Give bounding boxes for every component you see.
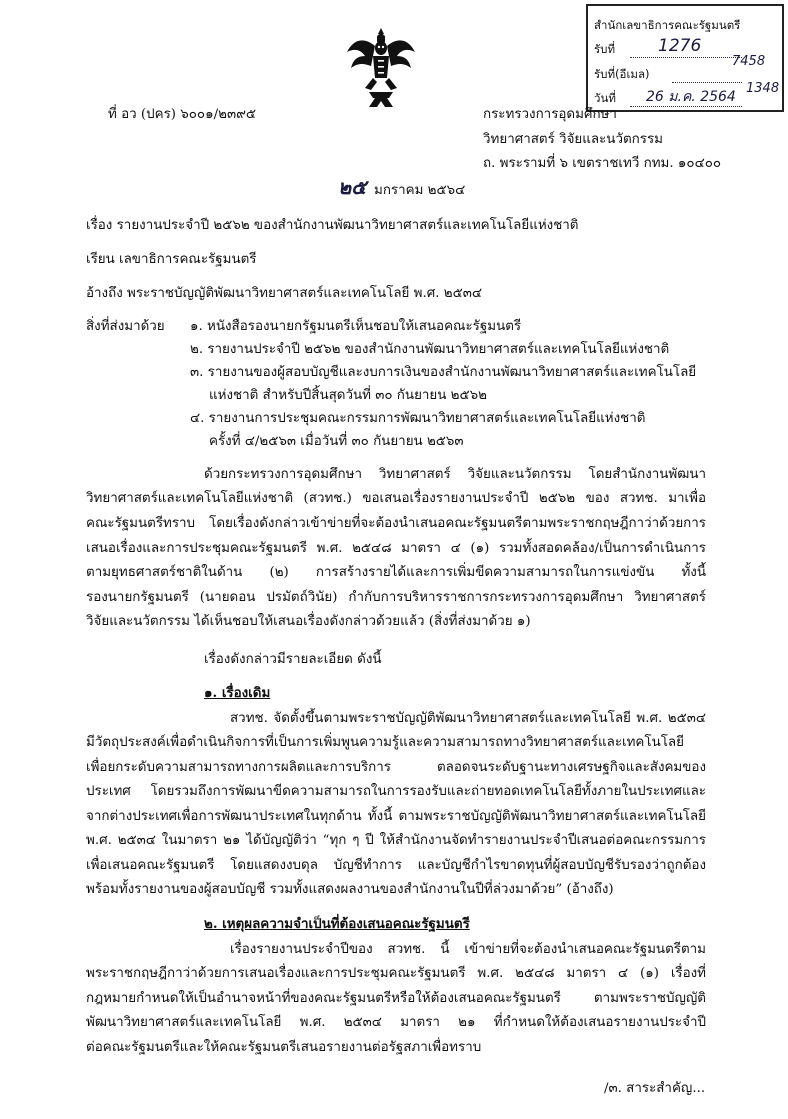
intro-paragraph-line: คณะรัฐมนตรีทราบ โดยเรื่องดังกล่าวเข้าข่ายที่จะต้องนำเสนอคณะรัฐมนตรีตามพระราชกฤษฎีกาว่าด้วยการ xyxy=(86,516,706,531)
details-intro: เรื่องดังกล่าวมีรายละเอียด ดังนี้ xyxy=(204,652,382,667)
enclosure-item: ๓. รายงานของผู้สอบบัญชีและงบการเงินของสำนักงานพัฒนาวิทยาศาสตร์และเทคโนโลยี xyxy=(190,365,697,380)
intro-paragraph-line: เสนอเรื่องและการประชุมคณะรัฐมนตรี พ.ศ. ๒๕๔๘ มาตรา ๔ (๑) รวมทั้งสอดคล้อง/เป็นการดำเนินการ xyxy=(86,541,706,556)
stamp-office-label: สำนักเลขาธิการคณะรัฐมนตรี xyxy=(594,18,741,32)
enclosure-label: สิ่งที่ส่งมาด้วย xyxy=(86,319,165,334)
stamp-email-label: รับที่(อีเมล) xyxy=(594,67,650,81)
section-1-line: พ.ศ. ๒๕๓๔ ในมาตรา ๒๑ ได้บัญญัติว่า “ทุก ๆ ปี ให้สำนักงานจัดทำรายงานประจำปีเสนอต่อคณะกรรมการ xyxy=(86,833,706,848)
enclosure-item: ๔. รายงานการประชุมคณะกรรมการพัฒนาวิทยาศาสตร์และเทคโนโลยีแห่งชาติ xyxy=(190,411,646,426)
ministry-line-1: กระทรวงการอุดมศึกษา xyxy=(483,107,617,122)
recipient-line: เรียน เลขาธิการคณะรัฐมนตรี xyxy=(86,252,257,267)
section-2-line: กฎหมายกำหนดให้เป็นอำนาจหน้าที่ของคณะรัฐมนตรีหรือให้ต้องเสนอคณะรัฐมนตรี ตามพระราชบัญญัติ xyxy=(86,991,706,1006)
enclosure-item: ๒. รายงานประจำปี ๒๕๖๒ ของสำนักงานพัฒนาวิทยาศาสตร์และเทคโนโลยีแห่งชาติ xyxy=(190,342,670,357)
section-1-line: ประเทศ โดยรวมถึงการพัฒนาขีดความสามารถในการรองรับและถ่ายทอดเทคโนโลยีทั้งภายในประเทศและ xyxy=(86,784,706,799)
stamp-date-label: วันที่ xyxy=(594,91,616,105)
section-1-line: มีวัตถุประสงค์เพื่อดำเนินกิจการที่เป็นการเพิ่มพูนความรู้และความสามารถทางวิทยาศาสตร์และเทคโนโลยี xyxy=(86,735,684,750)
section-2-line: ต่อคณะรัฐมนตรีและให้คณะรัฐมนตรีเสนอรายงานต่อรัฐสภาเพื่อทราบ xyxy=(86,1040,482,1055)
reference-number: ที่ อว (ปคร) ๖๐๐๑/๒๓๙๕ xyxy=(108,107,257,122)
enclosure-item-continued: ครั้งที่ ๔/๒๕๖๓ เมื่อวันที่ ๓๐ กันยายน ๒๕๖๓ xyxy=(209,434,464,449)
intro-paragraph-line: วิทยาศาสตร์และเทคโนโลยีแห่งชาติ (สวทช.) ขอเสนอเรื่องรายงานประจำปี ๒๕๖๒ ของ สวทช. มาเพื่อ xyxy=(86,491,706,506)
section-1-line: เพื่อเสนอคณะรัฐมนตรี โดยแสดงงบดุล บัญชีทำการ และบัญชีกำไรขาดทุนที่ผู้สอบบัญชีรับรองว่าถูกต้อง xyxy=(86,858,706,873)
intro-paragraph-line: วิจัยและนวัตกรรม ได้เห็นชอบให้เสนอเรื่องดังกล่าวด้วยแล้ว (สิ่งที่ส่งมาด้วย ๑) xyxy=(86,614,531,629)
section-2-title: ๒. เหตุผลความจำเป็นที่ต้องเสนอคณะรัฐมนตรี xyxy=(204,916,470,932)
enclosure-item-continued: แห่งชาติ สำหรับปีสิ้นสุดวันที่ ๓๐ กันยายน ๒๕๖๒ xyxy=(209,388,487,403)
enclosure-item: ๑. หนังสือรองนายกรัฐมนตรีเห็นชอบให้เสนอคณะรัฐมนตรี xyxy=(190,319,522,334)
section-2-line: พระราชกฤษฎีกาว่าด้วยการเสนอเรื่องและการประชุมคณะรัฐมนตรี พ.ศ. ๒๕๔๘ มาตรา ๔ (๑) เรื่องที่ xyxy=(86,966,706,981)
stamp-received-number: 1276 xyxy=(658,36,702,56)
section-1-line: พร้อมทั้งรายงานของผู้สอบบัญชี รวมทั้งแสดงผลงานของสำนักงานในปีที่ล่วงมาด้วย” (อ้างถึง) xyxy=(86,882,614,897)
section-1-line: เพื่อยกระดับความสามารถทางการผลิตและการบริการ ตลอดจนระดับฐานะทางเศรษฐกิจและสังคมของ xyxy=(86,760,706,775)
stamp-corner-note: 7458 xyxy=(732,54,766,69)
section-1-line: จากต่างประเทศเพื่อการพัฒนาประเทศในทุกด้าน ทั้งนี้ ตามพระราชบัญญัติพัฒนาวิทยาศาสตร์และเทคโนโลยี xyxy=(86,809,706,824)
ministry-address: ถ. พระรามที่ ๖ เขตราชเทวี กทม. ๑๐๔๐๐ xyxy=(483,156,722,171)
section-1-line: สวทช. จัดตั้งขึ้นตามพระราชบัญญัติพัฒนาวิทยาศาสตร์และเทคโนโลยี พ.ศ. ๒๕๓๔ xyxy=(230,711,706,726)
intro-paragraph-line: รองนายกรัฐมนตรี (นายดอน ปรมัตถ์วินัย) กำกับการบริหารราชการกระทรวงการอุดมศึกษา วิทยาศาสตร์ xyxy=(86,590,706,605)
subject-line: เรื่อง รายงานประจำปี ๒๕๖๒ ของสำนักงานพัฒนาวิทยาศาสตร์และเทคโนโลยีแห่งชาติ xyxy=(86,218,579,233)
reference-line: อ้างถึง พระราชบัญญัติพัฒนาวิทยาศาสตร์และเทคโนโลยี พ.ศ. ๒๕๓๔ xyxy=(86,286,482,301)
intro-paragraph-line: ด้วยกระทรวงการอุดมศึกษา วิทยาศาสตร์ วิจัยและนวัตกรรม โดยสำนักงานพัฒนา xyxy=(204,467,706,482)
garuda-emblem xyxy=(345,26,417,108)
intro-paragraph-line: ตามยุทธศาสตร์ชาติในด้าน (๒) การสร้างรายได้และการเพิ่มขีดความสามารถในการแข่งขัน ทั้งนี้ xyxy=(86,565,706,580)
section-2-line: พัฒนาวิทยาศาสตร์และเทคโนโลยี พ.ศ. ๒๕๓๔ มาตรา ๒๑ ที่กำหนดให้ต้องเสนอรายงานประจำปี xyxy=(86,1015,706,1030)
stamp-extra-note: 1348 xyxy=(746,81,780,96)
ministry-line-2: วิทยาศาสตร์ วิจัยและนวัตกรรม xyxy=(483,132,663,147)
letter-date-month-year: มกราคม ๒๕๖๔ xyxy=(374,183,466,198)
letter-date-day: ๒๕ xyxy=(338,175,367,199)
page-continuation: /๓. สาระสำคัญ... xyxy=(604,1081,706,1096)
section-1-title: ๑. เรื่องเดิม xyxy=(204,685,271,701)
receiving-stamp xyxy=(586,4,784,112)
stamp-date-value: 26 ม.ค. 2564 xyxy=(646,89,736,105)
section-2-line: เรื่องรายงานประจำปีของ สวทช. นี้ เข้าข่ายที่จะต้องนำเสนอคณะรัฐมนตรีตาม xyxy=(230,942,706,957)
stamp-received-label: รับที่ xyxy=(594,42,616,56)
